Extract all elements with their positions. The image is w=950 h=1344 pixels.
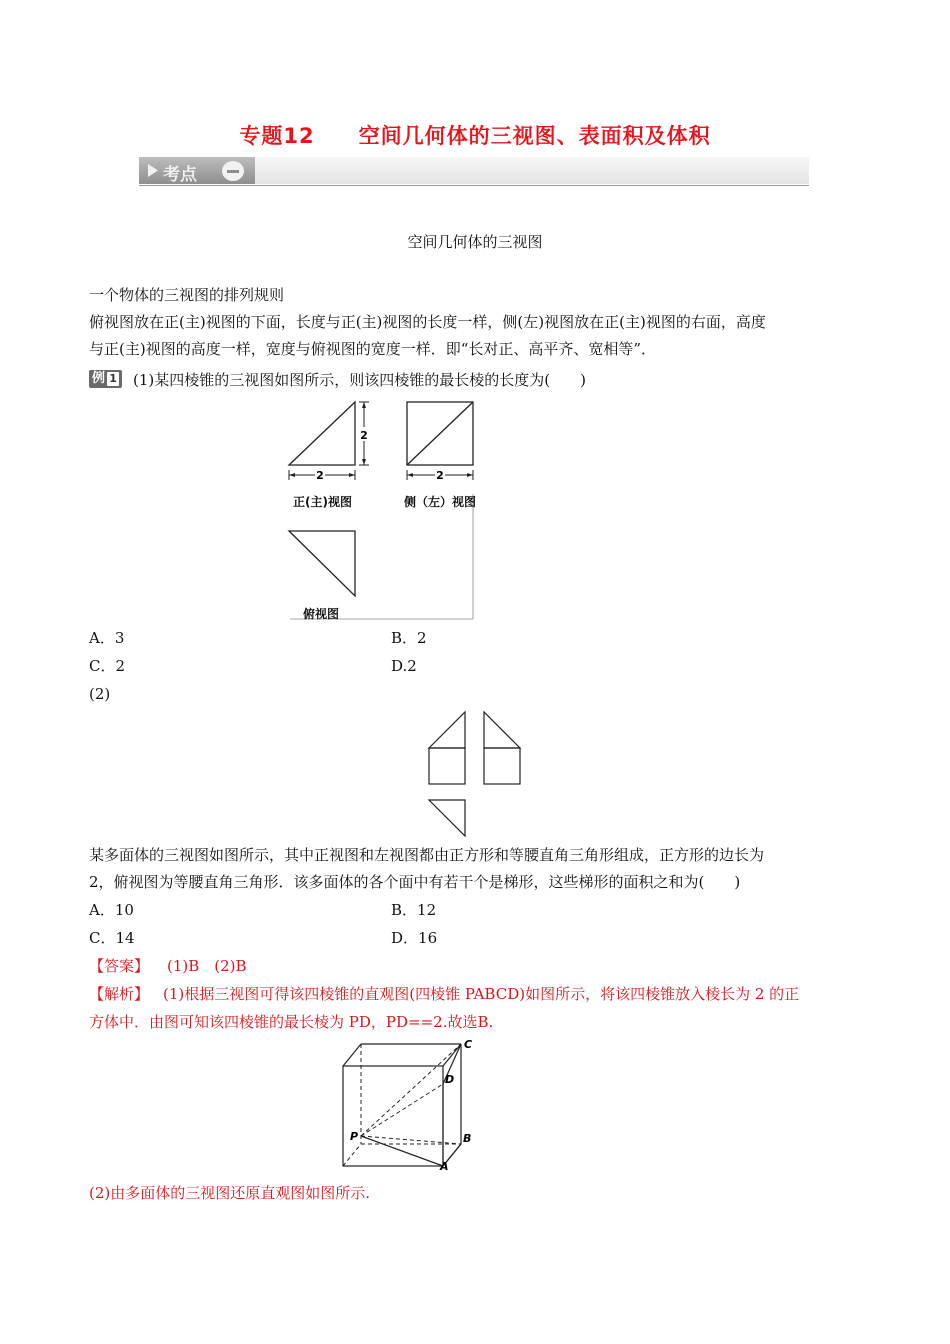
top-view-label: 俯视图 xyxy=(303,607,340,621)
title-topic: 专题12 xyxy=(239,124,315,148)
analysis-line-1 xyxy=(89,984,799,1004)
title-name: 空间几何体的三视图、表面积及体积 xyxy=(358,124,711,148)
example-badge-number: 1 xyxy=(107,372,119,386)
q2-option-a: A．10 xyxy=(89,901,134,919)
analysis-text-1: (1)根据三视图可得该四棱锥的直观图(四棱锥 PABCD)如图所示，将该四棱锥放入棱长为 2 的正 xyxy=(163,985,800,1003)
answer-row xyxy=(89,956,247,976)
example-badge xyxy=(89,370,122,388)
question-1: (1)某四棱锥的三视图如图所示，则该四棱锥的最长棱的长度为( ) xyxy=(133,371,586,389)
cube-label-p: P xyxy=(350,1130,359,1143)
example-badge-text: 例 xyxy=(92,371,106,386)
answer-label: 【答案】 xyxy=(89,957,150,975)
rule-line-1: 俯视图放在正(主)视图的下面，长度与正(主)视图的长度一样，侧(左)视图放在正(主)视图的右面，高度 xyxy=(89,313,766,331)
top-view-2 xyxy=(429,800,465,836)
side-view-label: 侧（左）视图 xyxy=(404,495,477,509)
kaodian-underline xyxy=(139,185,809,186)
question-2-line-1: 某多面体的三视图如图所示，其中正视图和左视图都由正方形和等腰直角三角形组成，正方形的边长为 xyxy=(89,846,765,864)
kaodian-label: 考点 xyxy=(163,165,197,185)
side-view-2 xyxy=(484,748,520,784)
kaodian-number-one-icon xyxy=(222,161,244,181)
front-view-label: 正(主)视图 xyxy=(293,495,352,509)
q2-option-b: B．12 xyxy=(391,901,437,919)
rule-line-2: 与正(主)视图的高度一样，宽度与俯视图的宽度一样．即“长对正、高平齐、宽相等”． xyxy=(89,340,657,358)
section-title: 空间几何体的三视图 xyxy=(407,233,543,251)
q2-option-d: D．16 xyxy=(391,929,438,947)
front-view-triangle xyxy=(289,402,355,465)
question-2-line-2: 2，俯视图为等腰直角三角形．该多面体的各个面中有若干个是梯形，这些梯形的面积之和为( ) xyxy=(89,873,741,891)
analysis-line-2: 方体中．由图可知该四棱锥的最长棱为 PD，PD==2.故选B. xyxy=(89,1013,494,1031)
q1-option-d: D.2 xyxy=(391,657,417,675)
cube-label-c: C xyxy=(464,1038,473,1051)
question-2-number: (2) xyxy=(89,685,111,703)
answer-text: (1)B (2)B xyxy=(167,957,247,975)
cube-label-a: A xyxy=(440,1160,449,1173)
q1-option-b: B．2 xyxy=(391,629,427,647)
q1-option-a: A．3 xyxy=(89,629,125,647)
cube-label-d: D xyxy=(445,1073,455,1086)
side-dim-label: 2 xyxy=(436,469,444,482)
q2-option-c: C．14 xyxy=(89,929,135,947)
front-dim-label: 2 xyxy=(316,469,324,482)
analysis-line-3: (2)由多面体的三视图还原直观图如图所示. xyxy=(89,1184,371,1202)
rule-heading: 一个物体的三视图的排列规则 xyxy=(89,286,285,304)
front-height-dim-label: 2 xyxy=(360,429,368,442)
cube-figure xyxy=(336,1036,476,1176)
three-view-figure-2 xyxy=(425,708,525,840)
page-title xyxy=(0,120,950,150)
front-view-2 xyxy=(429,748,465,784)
q1-option-c: C．2 xyxy=(89,657,126,675)
cube-label-b: B xyxy=(463,1132,472,1145)
play-arrow-icon xyxy=(144,157,164,184)
top-view-triangle xyxy=(289,531,355,596)
analysis-label: 【解析】 xyxy=(89,985,150,1003)
